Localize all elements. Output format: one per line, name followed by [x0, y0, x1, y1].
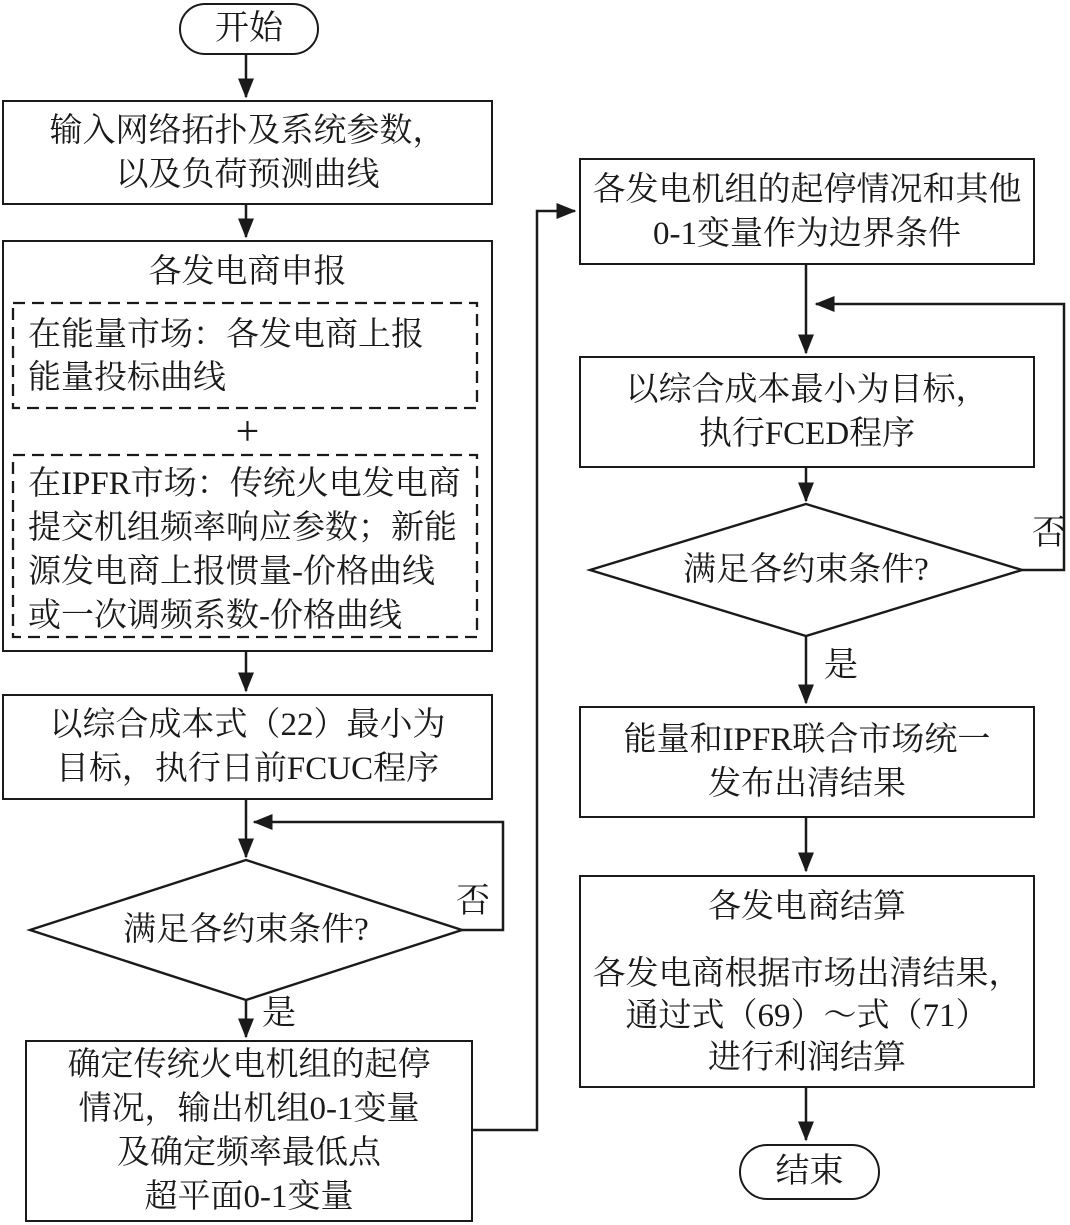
check1-yes-label: 是: [262, 995, 296, 1032]
input-parameters-box: [2, 100, 493, 205]
unit-commitment-result-box: [25, 1040, 473, 1222]
commit-box-line-2: 情况，输出机组0-1变量: [78, 1091, 420, 1127]
energy-market-line-1: 在能量市场：各发电商上报: [28, 317, 424, 353]
ipfr-market-line-1: 在IPFR市场：传统火电发电商: [28, 466, 461, 502]
market-clearing-box: [579, 706, 1035, 818]
input-box-line-1: 输入网络拓扑及系统参数，: [49, 112, 446, 149]
settlement-line-1: 各发电商根据市场出清结果，: [592, 955, 1022, 992]
check1-no-label: 否: [456, 883, 490, 920]
check2-no-label: 否: [1032, 515, 1066, 552]
settlement-line-2: 通过式（69）～式（71）: [625, 997, 989, 1034]
end-terminal: [739, 1144, 880, 1200]
ipfr-market-line-3: 源发电商上报惯量-价格曲线: [28, 554, 435, 590]
commit-box-line-3: 及确定频率最低点: [117, 1135, 381, 1171]
energy-market-line-2: 能量投标曲线: [28, 360, 226, 396]
clearing-box-line-2: 发布出清结果: [708, 766, 906, 802]
energy-market-text: [28, 314, 470, 400]
boundary-box-line-1: 各发电机组的起停情况和其他: [592, 171, 1022, 208]
fcuc-box-line-1: 以综合成本式（22）最小为: [49, 707, 446, 743]
settlement-title: 各发电商结算: [708, 888, 906, 925]
settlement-box: [579, 875, 1035, 1088]
ipfr-market-line-4: 或一次调频系数-价格曲线: [28, 598, 402, 634]
commit-box-line-1: 确定传统火电机组的起停: [67, 1047, 431, 1083]
check1-question-text: 满足各约束条件?: [123, 912, 369, 948]
end-label: 结束: [775, 1153, 844, 1190]
input-box-line-2: 以及负荷预测曲线: [115, 156, 380, 193]
check2-yes-label: 是: [824, 647, 858, 684]
fced-box: [579, 356, 1035, 468]
commit-box-line-4: 超平面0-1变量: [144, 1179, 354, 1215]
generator-bidding-title: 各发电商申报: [148, 254, 347, 290]
boundary-box-line-2: 0-1变量作为边界条件: [653, 215, 961, 252]
fced-box-line-2: 执行FCED程序: [698, 416, 916, 452]
ipfr-market-text: [28, 462, 473, 638]
check2-question-text: 满足各约束条件?: [683, 552, 929, 588]
start-label: 开始: [215, 10, 283, 47]
start-terminal: [179, 3, 319, 55]
clearing-box-line-1: 能量和IPFR联合市场统一: [623, 722, 991, 758]
plus-sign: +: [235, 409, 260, 455]
fcuc-box: [2, 694, 493, 800]
fced-box-line-1: 以综合成本最小为目标，: [625, 372, 989, 408]
fcuc-box-line-2: 目标，执行日前FCUC程序: [55, 751, 440, 787]
boundary-conditions-box: [579, 158, 1035, 265]
ipfr-market-line-2: 提交机组频率响应参数；新能: [28, 510, 457, 546]
settlement-line-3: 进行利润结算: [708, 1039, 906, 1076]
